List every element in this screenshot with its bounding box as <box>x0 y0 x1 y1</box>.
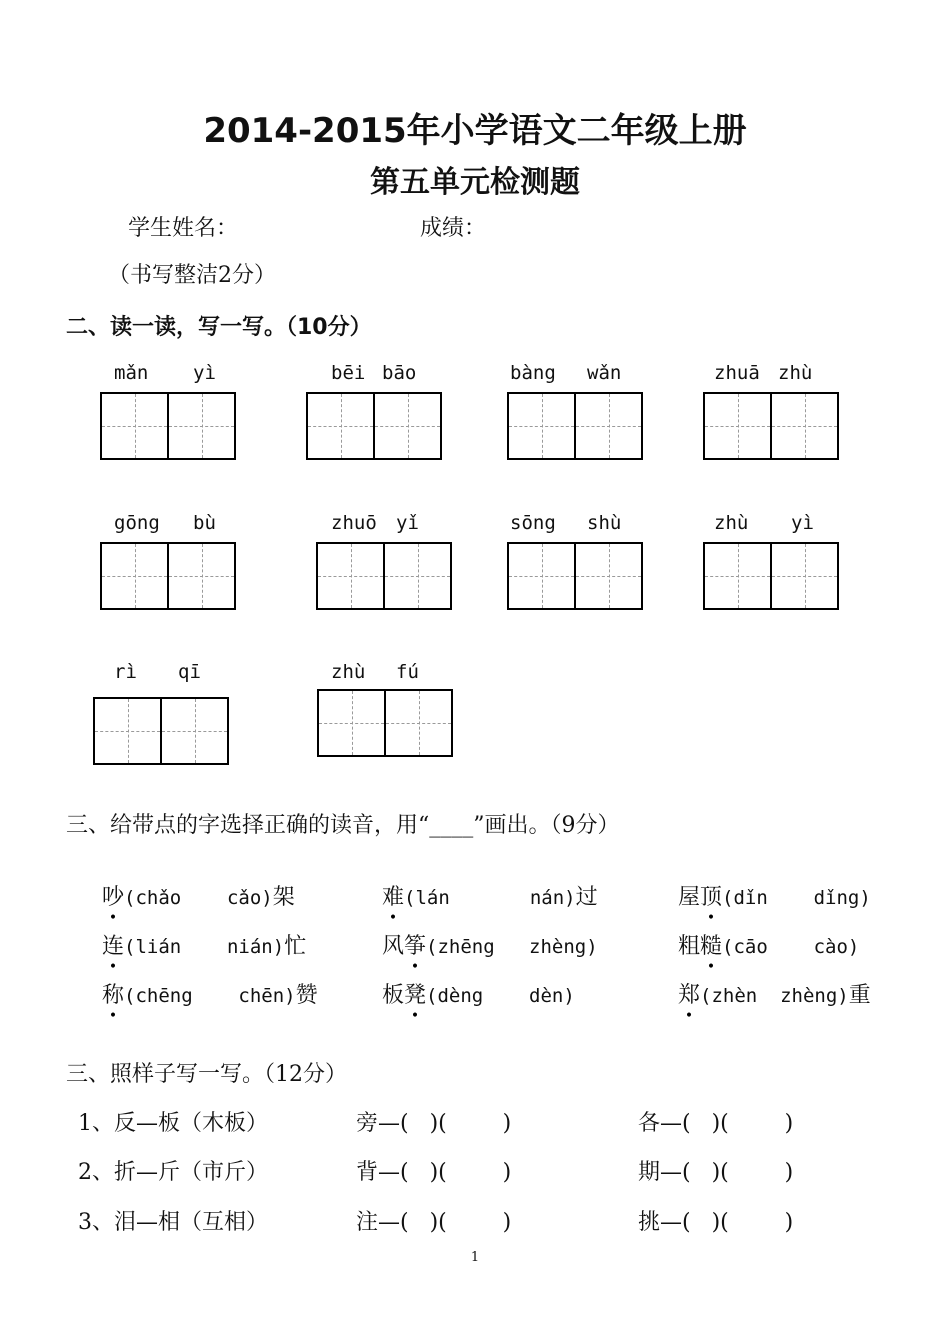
grid-cell[interactable] <box>509 394 574 458</box>
item-suffix: 重 <box>848 983 871 1008</box>
option-1[interactable]: (dèng <box>426 985 484 1007</box>
option-2[interactable]: zhèng) <box>780 985 849 1007</box>
pronounce-item[interactable] <box>88 953 318 1024</box>
pinyin: zhù <box>331 661 366 683</box>
page-title: 2014-2015年小学语文二年级上册 <box>203 111 747 151</box>
option-2[interactable]: chēn) <box>238 985 296 1007</box>
grid-cell[interactable] <box>95 699 160 763</box>
grid-cell[interactable] <box>167 394 234 458</box>
item-prefix: 粗 <box>678 934 701 959</box>
option-2[interactable]: zhèng) <box>529 936 598 958</box>
option-1[interactable]: (lián <box>124 936 182 958</box>
pronounce-item[interactable] <box>368 953 575 1024</box>
option-1[interactable]: (zhèn <box>700 985 758 1007</box>
option-1[interactable]: (zhēng <box>426 936 495 958</box>
option-2[interactable]: nán) <box>529 887 576 909</box>
pinyin: zhuō <box>331 512 377 534</box>
writing-grid[interactable] <box>507 542 643 610</box>
grid-cell[interactable] <box>705 544 770 608</box>
option-1[interactable]: (cāo <box>722 936 768 958</box>
example-text: 1、反—板（木板） <box>78 1111 268 1136</box>
answer-blank[interactable]: 期—( )( ) <box>638 1160 794 1185</box>
pronounce-item[interactable] <box>368 855 598 926</box>
writing-grid[interactable] <box>93 697 229 765</box>
grid-cell[interactable] <box>509 544 574 608</box>
pinyin: sōng <box>510 512 556 534</box>
grid-cell[interactable] <box>308 394 373 458</box>
option-1[interactable]: (dǐn <box>722 887 768 909</box>
option-1[interactable]: (lán <box>404 887 450 909</box>
writing-grid[interactable] <box>703 392 839 460</box>
grid-cell[interactable] <box>770 394 837 458</box>
item-prefix: 屋 <box>678 885 701 910</box>
option-2[interactable]: cào) <box>813 936 860 958</box>
answer-blank[interactable]: 各—( )( ) <box>638 1111 794 1136</box>
writing-grid[interactable] <box>316 542 452 610</box>
grid-cell[interactable] <box>318 544 383 608</box>
grid-cell[interactable] <box>384 691 451 755</box>
pinyin: gōng <box>114 512 160 534</box>
example-text: 2、折—斤（市斤） <box>78 1160 268 1185</box>
student-name-label: 学生姓名： <box>128 216 239 241</box>
pinyin: mǎn <box>114 362 149 384</box>
pinyin: zhù <box>714 512 749 534</box>
grid-cell[interactable] <box>373 394 440 458</box>
section-heading-read-write: 二、读一读，写一写。（10分） <box>66 315 372 340</box>
dotted-char: 难 • <box>382 885 405 926</box>
pinyin: rì <box>114 661 137 683</box>
pronounce-item[interactable] <box>88 855 295 926</box>
grid-cell[interactable] <box>383 544 450 608</box>
grid-cell[interactable] <box>167 544 234 608</box>
pinyin: bēi <box>331 362 366 384</box>
item-suffix: 架 <box>272 885 295 910</box>
grid-cell[interactable] <box>770 544 837 608</box>
grid-cell[interactable] <box>102 544 167 608</box>
writing-grid[interactable] <box>507 392 643 460</box>
dotted-char: 凳 • <box>404 983 427 1024</box>
pronounce-item[interactable] <box>664 904 860 975</box>
grid-cell[interactable] <box>574 394 641 458</box>
pronounce-item[interactable] <box>664 855 871 926</box>
dotted-char: 连 • <box>102 934 125 975</box>
grid-cell[interactable] <box>160 699 227 763</box>
item-prefix: 板 <box>382 983 405 1008</box>
pinyin: zhù <box>778 362 813 384</box>
pinyin: shù <box>587 512 622 534</box>
pinyin: bàng <box>510 362 556 384</box>
pinyin: qī <box>178 661 201 683</box>
pinyin: yǐ <box>396 512 419 534</box>
writing-grid[interactable] <box>100 392 236 460</box>
dotted-char: 吵 • <box>102 885 125 926</box>
pinyin: bù <box>193 512 216 534</box>
grid-cell[interactable] <box>102 394 167 458</box>
grid-cell[interactable] <box>319 691 384 755</box>
score-label: 成绩： <box>420 216 487 241</box>
pinyin: yì <box>791 512 814 534</box>
option-1[interactable]: (chēng <box>124 985 193 1007</box>
dotted-char: 顶 • <box>700 885 723 926</box>
writing-grid[interactable] <box>306 392 442 460</box>
pinyin: yì <box>193 362 216 384</box>
option-2[interactable]: nián) <box>226 936 285 958</box>
pinyin: zhuā <box>714 362 760 384</box>
writing-grid[interactable] <box>317 689 453 757</box>
section-heading-example: 三、照样子写一写。（12分） <box>66 1062 347 1087</box>
neat-writing-note: （书写整洁2分） <box>108 263 276 288</box>
pinyin: bāo <box>382 362 417 384</box>
item-suffix: 过 <box>575 885 598 910</box>
option-2[interactable]: dèn) <box>529 985 575 1007</box>
dotted-char: 糙 • <box>700 934 723 975</box>
pinyin: fú <box>396 661 419 683</box>
option-2[interactable]: dǐng) <box>813 887 871 909</box>
dotted-char: 郑 • <box>678 983 701 1024</box>
answer-blank[interactable]: 挑—( )( ) <box>638 1210 794 1235</box>
grid-cell[interactable] <box>574 544 641 608</box>
dotted-char: 称 • <box>102 983 125 1024</box>
writing-grid[interactable] <box>100 542 236 610</box>
answer-blank[interactable]: 背—( )( ) <box>356 1160 512 1185</box>
page-number: 1 <box>470 1250 480 1265</box>
answer-blank[interactable]: 注—( )( ) <box>356 1210 512 1235</box>
section-heading-pronounce: 三、给带点的字选择正确的读音，用“____”画出。（9分） <box>66 813 620 838</box>
item-prefix: 风 <box>382 934 405 959</box>
dotted-char: 筝 • <box>404 934 427 975</box>
example-text: 3、泪—相（互相） <box>78 1210 268 1235</box>
item-suffix: 赞 <box>295 983 318 1008</box>
pronounce-item[interactable] <box>368 904 598 975</box>
answer-blank[interactable]: 旁—( )( ) <box>356 1111 512 1136</box>
option-1[interactable]: (chǎo <box>124 887 182 909</box>
grid-cell[interactable] <box>705 394 770 458</box>
pinyin: wǎn <box>587 362 622 384</box>
pronounce-item[interactable] <box>664 953 871 1024</box>
item-suffix: 忙 <box>284 934 307 959</box>
pronounce-item[interactable] <box>88 904 307 975</box>
page-subtitle: 第五单元检测题 <box>370 165 580 200</box>
writing-grid[interactable] <box>703 542 839 610</box>
option-2[interactable]: cǎo) <box>226 887 273 909</box>
